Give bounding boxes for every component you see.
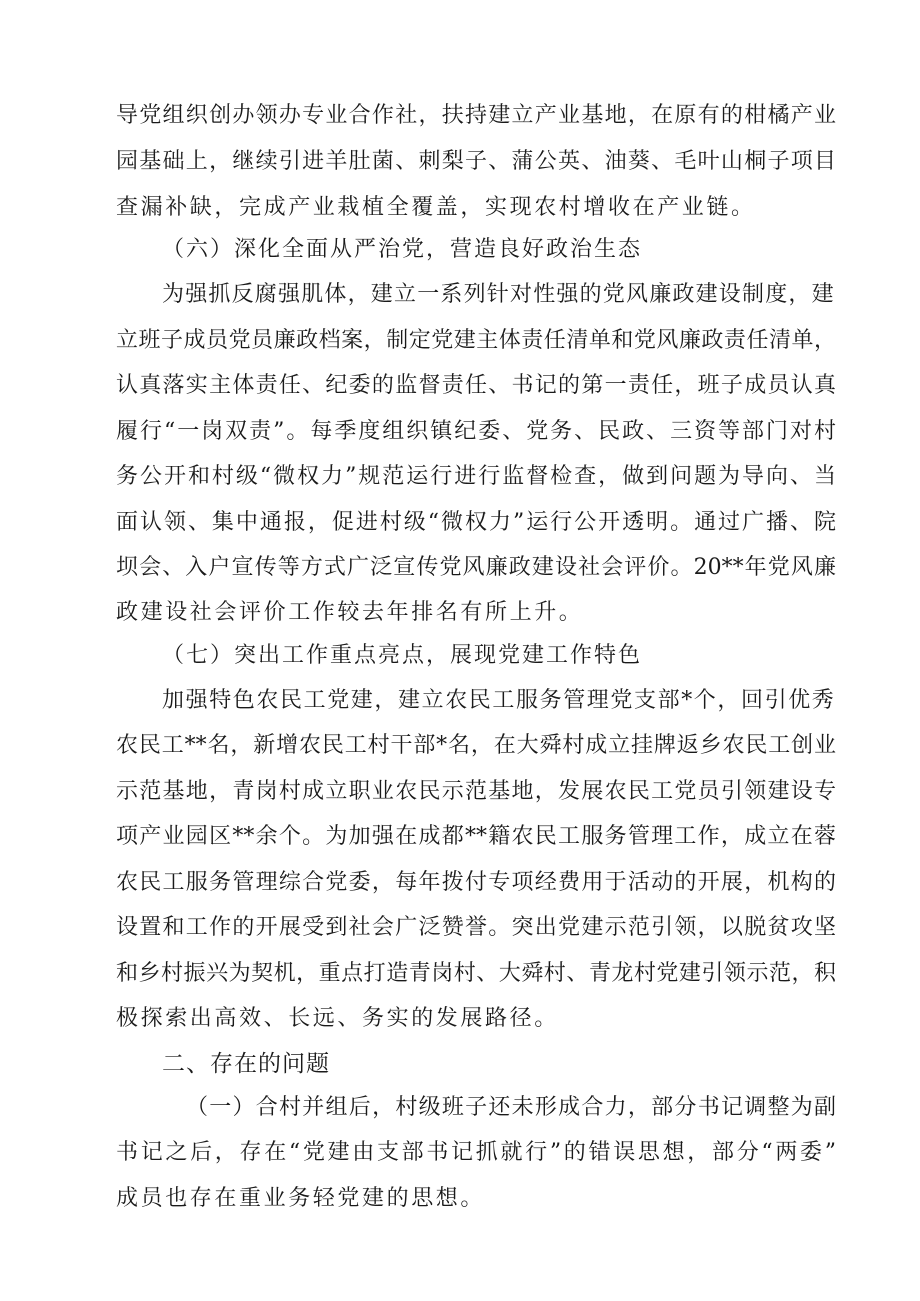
- paragraph-line: 认真落实主体责任、纪委的监督责任、书记的第一责任，班子成员认真: [116, 373, 836, 398]
- paragraph-line: 立班子成员党员廉政档案，制定党建主体责任清单和党风廉政责任清单，: [116, 328, 836, 353]
- paragraph-line: 园基础上，继续引进羊肚菌、刺梨子、蒲公英、油葵、毛叶山桐子项目: [116, 149, 836, 174]
- section-heading-6: （六）深化全面从严治党，营造良好政治生态: [162, 237, 643, 262]
- paragraph-line: 务公开和村级“微权力”规范运行进行监督检查，做到问题为导向、当: [116, 464, 836, 489]
- part-heading: 二、存在的问题: [162, 1051, 330, 1077]
- paragraph-line: 坝会、入户宣传等方式广泛宣传党风廉政建设社会评价。20**年党风廉: [116, 555, 836, 580]
- paragraph-line: 示范基地，青岗村成立职业农民示范基地，发展农民工党员引领建设专: [116, 779, 836, 804]
- paragraph-line: 政建设社会评价工作较去年排名有所上升。: [116, 600, 584, 625]
- paragraph-line: 导党组织创办领办专业合作社，扶持建立产业基地，在原有的柑橘产业: [116, 103, 836, 128]
- paragraph-line: 履行“一岗双责”。每季度组织镇纪委、党务、民政、三资等部门对村: [116, 419, 836, 444]
- paragraph-line: 农民工**名，新增农民工村干部*名，在大舜村成立挂牌返乡农民工创业: [116, 733, 836, 758]
- paragraph-line: 成员也存在重业务轻党建的思想。: [116, 1186, 486, 1211]
- paragraph-line: （一）合村并组后，村级班子还未形成合力，部分书记调整为副: [186, 1095, 836, 1120]
- paragraph-line: 项产业园区**余个。为加强在成都**籍农民工服务管理工作，成立在蓉: [116, 824, 836, 849]
- paragraph-line: 设置和工作的开展受到社会广泛赞誉。突出党建示范引领，以脱贫攻坚: [116, 915, 836, 940]
- paragraph-line: 加强特色农民工党建，建立农民工服务管理党支部*个，回引优秀: [162, 688, 836, 713]
- paragraph-line: 极探索出高效、长远、务实的发展路径。: [116, 1006, 559, 1031]
- paragraph-line: 查漏补缺，完成产业栽植全覆盖，实现农村增收在产业链。: [116, 195, 756, 220]
- paragraph-line: 为强抓反腐强肌体，建立一系列针对性强的党风廉政建设制度，建: [162, 282, 835, 307]
- paragraph-line: 书记之后，存在“党建由支部书记抓就行”的错误思想，部分“两委”: [116, 1140, 836, 1165]
- paragraph-line: 面认领、集中通报，促进村级“微权力”运行公开透明。通过广播、院: [116, 510, 836, 535]
- paragraph-line: 农民工服务管理综合党委，每年拨付专项经费用于活动的开展，机构的: [116, 870, 836, 895]
- section-heading-7: （七）突出工作重点亮点，展现党建工作特色: [162, 643, 643, 668]
- paragraph-line: 和乡村振兴为契机，重点打造青岗村、大舜村、青龙村党建引领示范，积: [116, 961, 836, 986]
